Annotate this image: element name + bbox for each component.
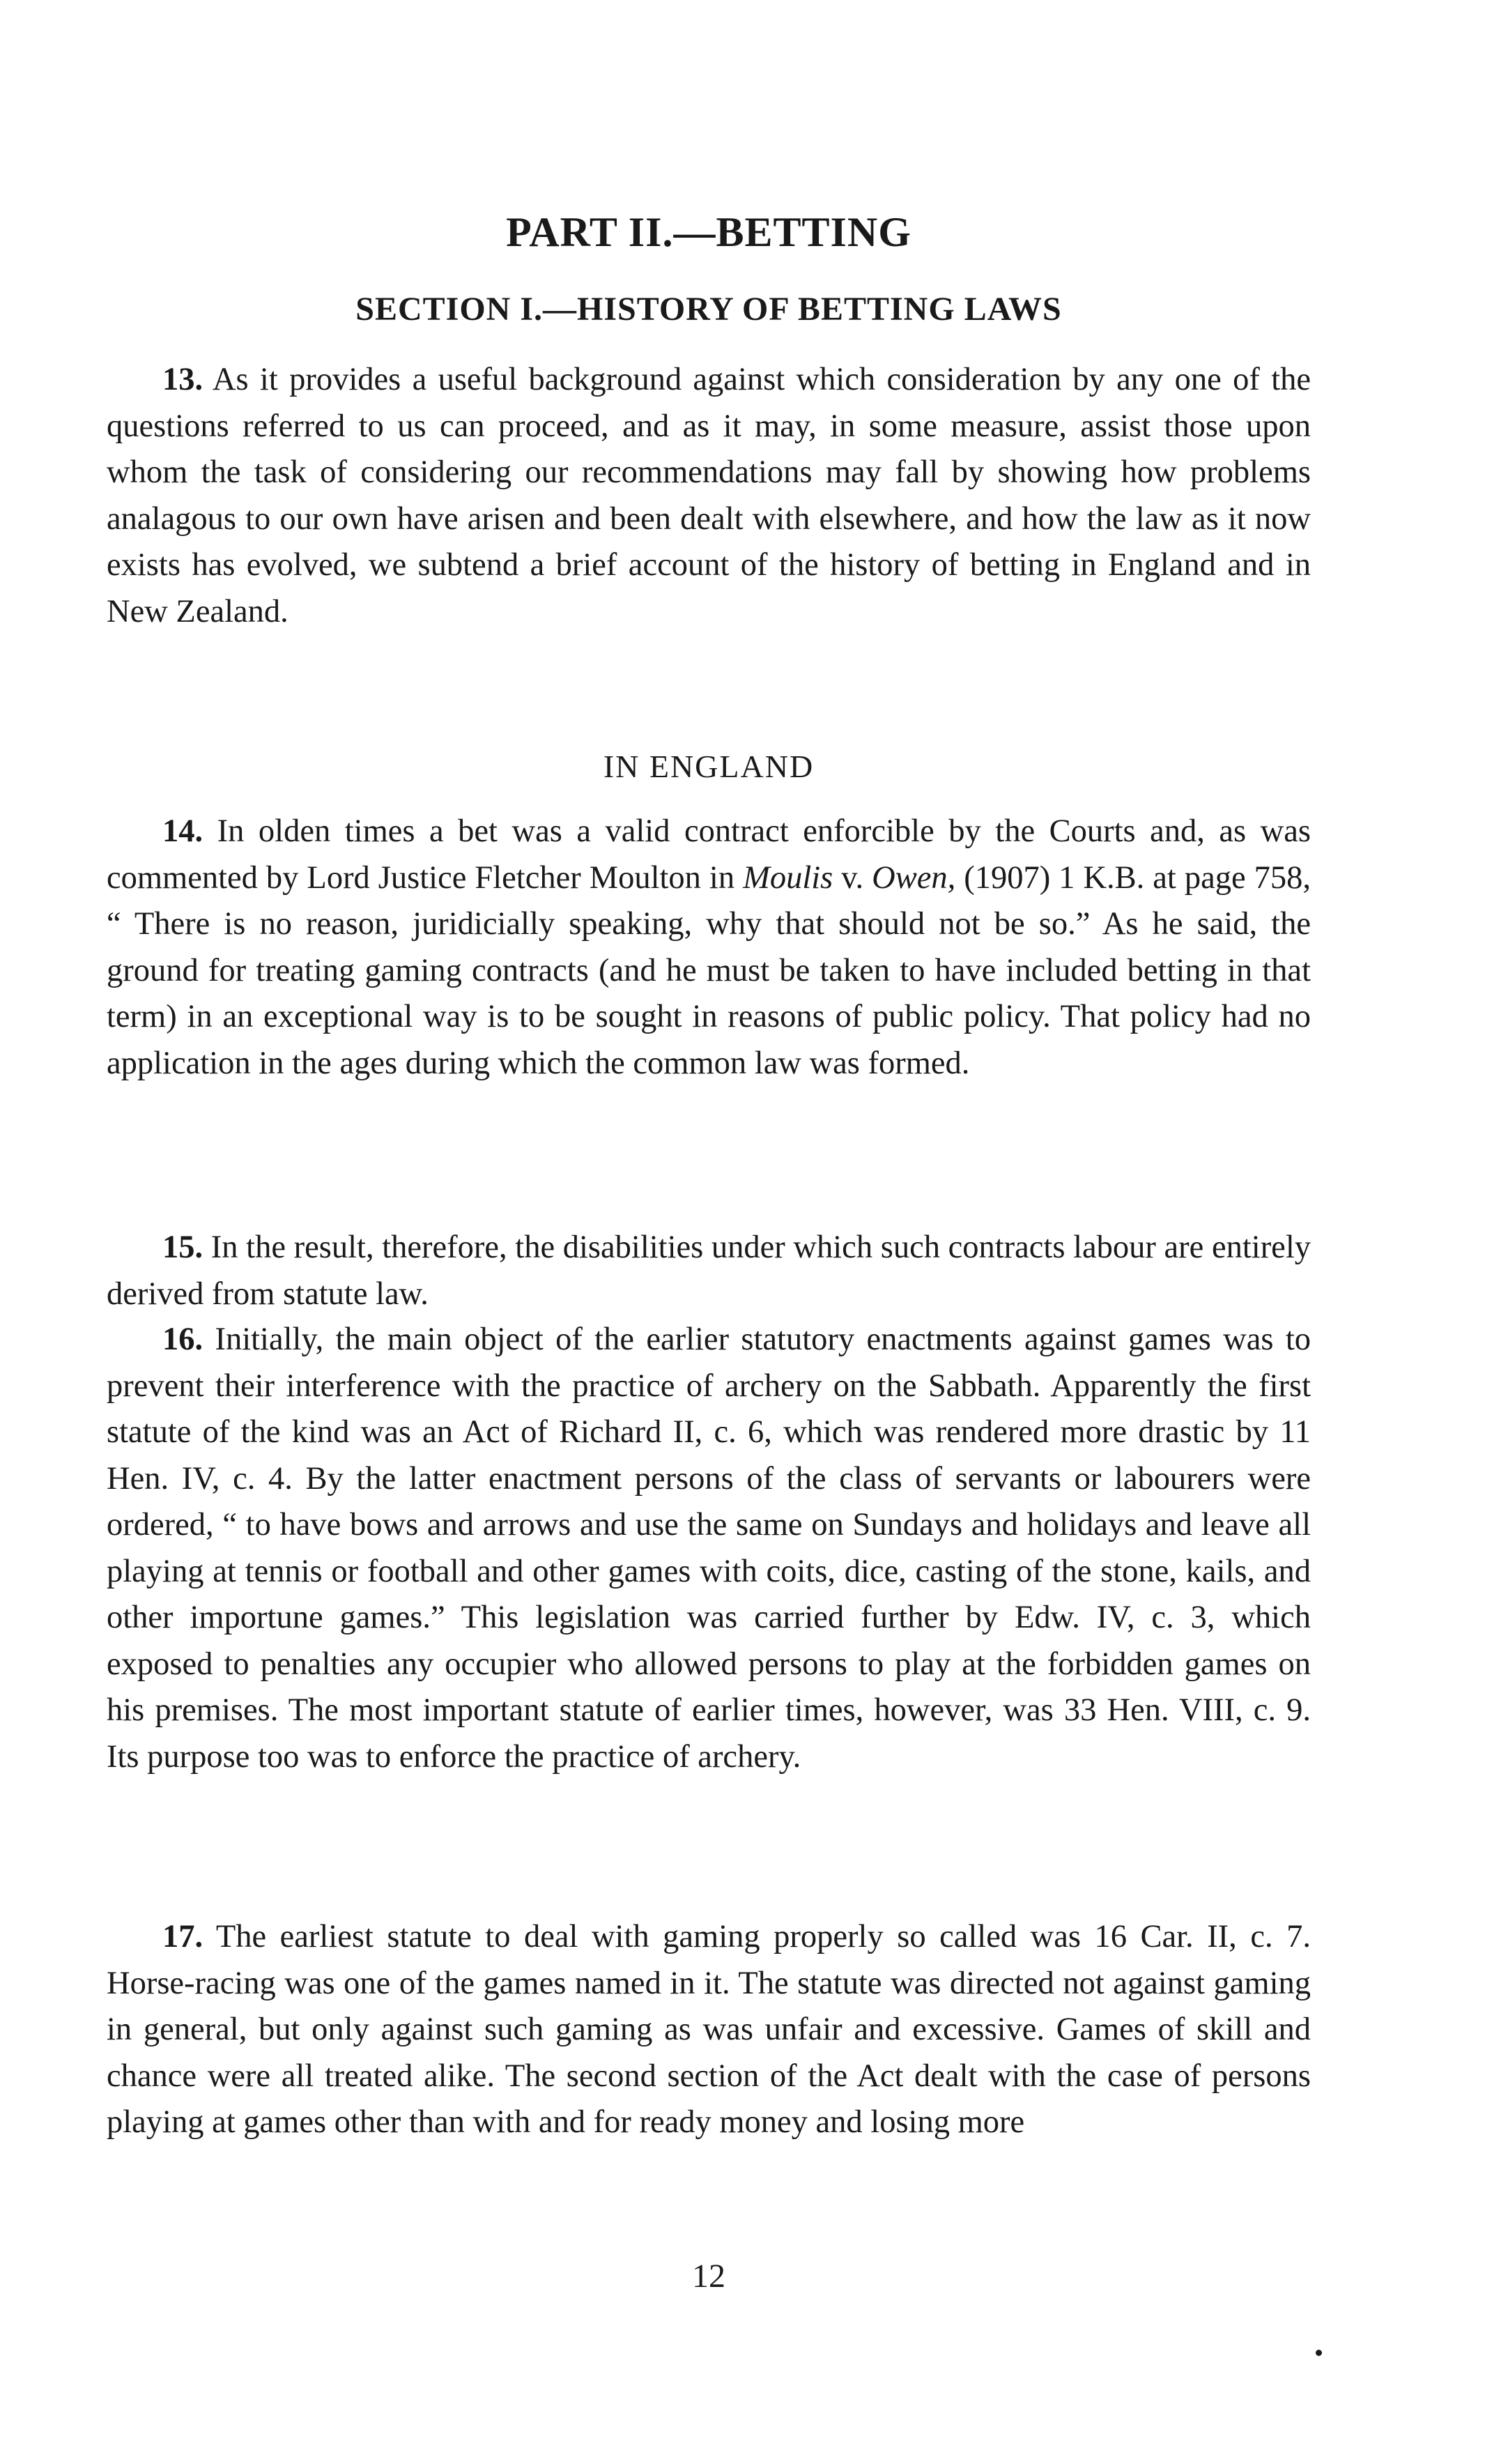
- part-title: PART II.—BETTING: [506, 209, 911, 255]
- paragraph-number: 17.: [162, 1919, 203, 1954]
- paragraph-text: (1907) 1 K.B. at page 758, “ There is no reason, juridicially speaking, why that should not be so.” As he said, the ground for treating gaming contracts (and he must be taken to have included betting in that term) in an exceptional way is to be sought in reasons of public policy. That policy had no application in the ages during which the common law was formed.: [107, 859, 1311, 1081]
- case-name-italic: Moulis: [743, 859, 833, 896]
- paragraph-text: In the result, therefore, the disabilities under which such contracts labour are entirely derived from statute law.: [107, 1230, 1311, 1312]
- paragraph-16: [107, 1317, 1311, 1780]
- paragraph-number: 14.: [162, 813, 203, 849]
- paragraph-text: Initially, the main object of the earlier statutory enactments against games was to prevent their interference with the practice of archery on the Sabbath. Apparently the first statute of the kind was an Act of Richard II, c. 6, which was rendered more drastic by 11 Hen. IV, c. 4. By the latter enactment persons of the class of servants or labourers were ordered, “ to have bows and arrows and use the same on Sundays and holidays and leave all playing at tennis or football and other games with coits, dice, casting of the stone, kails, and other importune games.” This legislation was carried further by Edw. IV, c. 3, which exposed to penalties any occupier who allowed persons to play at the forbidden games on his premises. The most important statute of earlier times, however, was 33 Hen. VIII, c. 9. Its purpose too was to enforce the practice of archery.: [107, 1322, 1311, 1775]
- case-name-italic: Owen,: [872, 859, 956, 896]
- paragraph-13: [107, 357, 1311, 635]
- section-title: SECTION I.—HISTORY OF BETTING LAWS: [355, 291, 1062, 328]
- paragraph-text: The earliest statute to deal with gaming properly so called was 16 Car. II, c. 7. Horse-racing was one of the games named in it. The statute was directed not against gaming in general, but only against such gaming as was unfair and excessive. Games of skill and chance were all treated alike. The second section of the Act dealt with the case of persons playing at games other than with and for ready money and losing more: [107, 1919, 1311, 2140]
- subheading-in-england: IN ENGLAND: [603, 749, 815, 784]
- paragraph-17: [107, 1914, 1311, 2146]
- paragraph-text: v.: [833, 859, 872, 896]
- page-number: 12: [692, 2258, 725, 2295]
- paragraph-number: 16.: [162, 1322, 203, 1357]
- paragraph-text: In olden times a bet was a valid contract enforcible by the Courts and, as was commented by Lord Justice Fletcher Moulton in: [107, 813, 1311, 896]
- paragraph-number: 13.: [162, 362, 203, 397]
- paragraph-text: As it provides a useful background against which consideration by any one of the questions referred to us can proceed, and as it may, in some measure, assist those upon whom the task of considering our recommendations may fall by showing how problems analagous to our own have arisen and been dealt with elsewhere, and how the law as it now exists has evolved, we subtend a brief account of the history of betting in England and in New Zealand.: [107, 362, 1311, 629]
- paragraph-number: 15.: [162, 1230, 203, 1265]
- ink-speck: [1316, 2350, 1322, 2356]
- paragraph-14: [107, 809, 1311, 1087]
- paragraph-15: [107, 1225, 1311, 1317]
